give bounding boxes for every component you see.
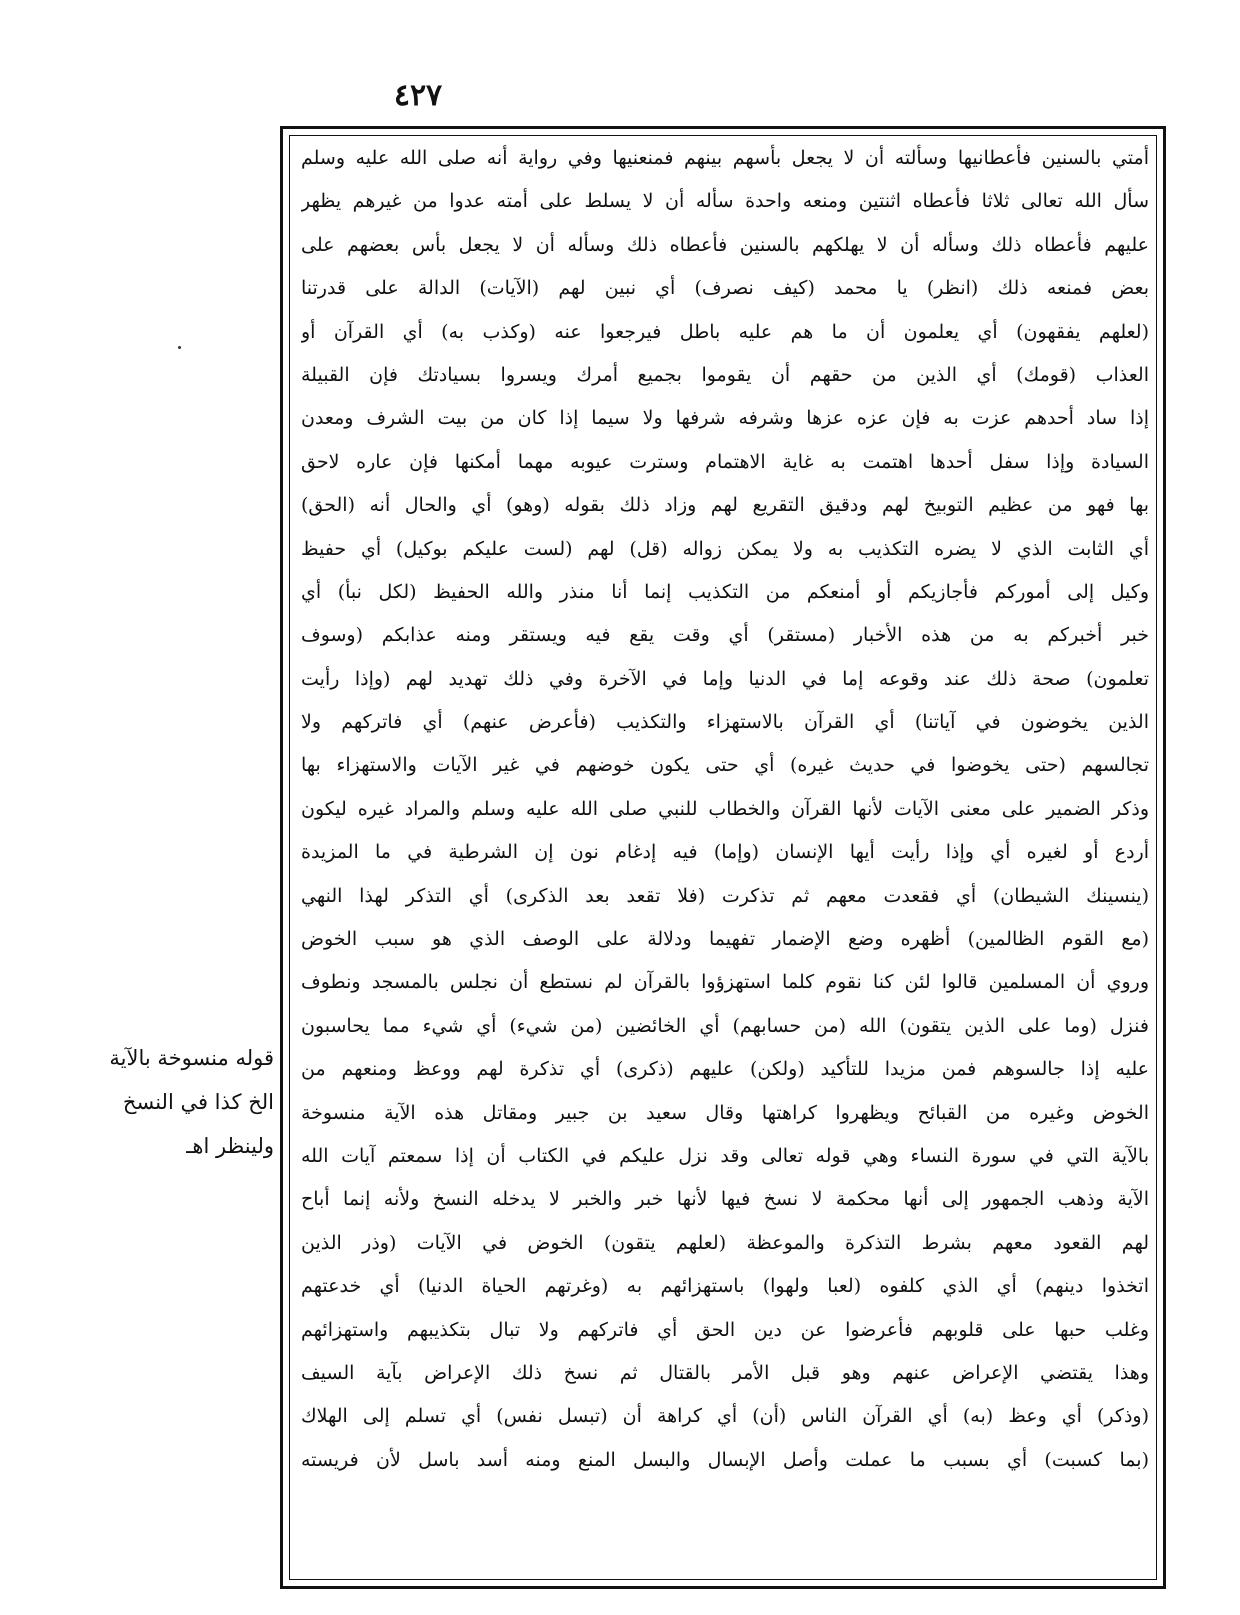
text-line (301, 1482, 1149, 1525)
text-line: وروي أن المسلمين قالوا لئن كنا نقوم كلما استهزؤوا بالقرآن لم نستطع أن نجلس بالمسجد ونطوف (301, 971, 1149, 994)
text-line: تعلمون) صحة ذلك عند وقوعه إما في الدنيا وإما في الآخرة وفي ذلك تهديد لهم (وإذا رأيت (301, 667, 1149, 690)
text-line: الخوض وغيره من القبائح ويظهروا كراهتها وقال سعيد بن جبير ومقاتل هذه الآية منسوخة (301, 1101, 1149, 1124)
text-line: السيادة وإذا سفل أحدها اهتمت به غاية الاهتمام وسترت عيوبه مهما أمكنها فإن عاره لاحق (301, 450, 1149, 473)
margin-dot (178, 346, 181, 349)
text-line: اتخذوا دينهم) أي الذي كلفوه (لعبا ولهوا) باستهزائهم به (وغرتهم الحياة الدنيا) أي خدعتهم (301, 1275, 1149, 1298)
margin-note (104, 1036, 274, 1168)
text-line: العذاب (قومك) أي الذين من حقهم أن يقوموا بجميع أمرك ويسروا بسيادتك فإن القبيلة (301, 363, 1149, 386)
text-line: سأل الله تعالى ثلاثا فأعطاه اثنتين ومنعه واحدة سأله أن لا يسلط على أمته عدوا من غيرهم يظهر (301, 190, 1149, 213)
text-line: فنزل (وما على الذين يتقون) الله (من حسابهم) أي الخائضين (من شيء) أي شيء مما يحاسبون (301, 1014, 1149, 1037)
margin-note-line: الخ كذا في النسخ (122, 1090, 274, 1114)
text-line: وكيل إلى أموركم فأجازيكم أو أمنعكم من التكذيب إنما أنا منذر والله الحفيظ (لكل نبأ) أي (301, 580, 1149, 603)
text-line: (بما كسبت) أي بسبب ما عملت وأصل الإبسال والبسل المنع ومنه أسد باسل لأن فريسته (301, 1448, 1149, 1471)
text-line: الآية وذهب الجمهور إلى أنها محكمة لا نسخ فيها لأنها خبر والخبر لا يدخله النسخ ولأنه إنما أباح (301, 1188, 1149, 1211)
page-number: ٤٢٧ (393, 78, 443, 113)
text-line: عليهم فأعطاه ذلك وسأله أن لا يهلكهم بالسنين فأعطاه ذلك وسأله أن لا يجعل بأس بعضهم على (301, 233, 1149, 256)
page-frame (280, 126, 1166, 1589)
text-line: لهم القعود معهم بشرط التذكرة والموعظة (لعلهم يتقون) الخوض في الآيات (وذر الذين (301, 1231, 1149, 1254)
text-line: تجالسهم (حتى يخوضوا في حديث غيره) أي حتى يكون خوضهم في غير الآيات والاستهزاء بها (301, 754, 1149, 777)
margin-note-line: ولينظر اهـ (186, 1134, 274, 1158)
text-line: إذا ساد أحدهم عزت به فإن عزه عزها وشرفه شرفها ولا سيما إذا كان من بيت الشرف ومعدن (301, 407, 1149, 430)
text-line: الذين يخوضون في آياتنا) أي القرآن بالاستهزاء والتكذيب (فأعرض عنهم) أي فاتركهم ولا (301, 711, 1149, 734)
text-line: وغلب حبها على قلوبهم فأعرضوا عن دين الحق أي فاتركهم ولا تبال بتكذيبهم واستهزائهم (301, 1318, 1149, 1341)
text-line: بالآية التي في سورة النساء وهي قوله تعالى وقد نزل عليكم في الكتاب أن إذا سمعتم آيات الله (301, 1144, 1149, 1167)
text-line: بعض فمنعه ذلك (انظر) يا محمد (كيف نصرف) أي نبين لهم (الآيات) الدالة على قدرتنا (301, 277, 1149, 300)
text-line: أي الثابت الذي لا يضره التكذيب به ولا يمكن زواله (قل) لهم (لست عليكم بوكيل) أي حفيظ (301, 537, 1149, 560)
margin-note-line: قوله منسوخة بالآية (109, 1046, 274, 1070)
text-line: خبر أخبركم به من هذه الأخبار (مستقر) أي وقت يقع فيه ويستقر ومنه عذابكم (وسوف (301, 624, 1149, 647)
text-line: (مع القوم الظالمين) أظهره وضع الإضمار تفهيما ودلالة على الوصف الذي هو سبب الخوض (301, 928, 1149, 951)
text-line: (وذكر) أي وعظ (به) أي القرآن الناس (أن) أي كراهة أن (تبسل نفس) أي تسلم إلى الهلاك (301, 1405, 1149, 1428)
text-line: وذكر الضمير على معنى الآيات لأنها القرآن والخطاب للنبي صلى الله عليه وسلم والمراد غيره ليكون (301, 797, 1149, 820)
text-line: عليه إذا جالسوهم فمن مزيدا للتأكيد (ولكن) عليهم (ذكرى) أي تذكرة لهم ووعظ ومنعهم من (301, 1058, 1149, 1081)
text-line: (لعلهم يفقهون) أي يعلمون أن ما هم عليه باطل فيرجعوا عنه (وكذب به) أي القرآن أو (301, 320, 1149, 343)
text-line: وهذا يقتضي الإعراض عنهم وهو قبل الأمر بالقتال ثم نسخ ذلك الإعراض بآية السيف (301, 1361, 1149, 1384)
text-line: أردع أو لغيره أي وإذا رأيت أيها الإنسان (وإما) فيه إدغام نون إن الشرطية في ما المزيدة (301, 841, 1149, 864)
body-text (301, 137, 1149, 1578)
text-line: (ينسينك الشيطان) أي فقعدت معهم ثم تذكرت (فلا تقعد بعد الذكرى) أي التذكر لهذا النهي (301, 884, 1149, 907)
text-line: بها فهو من عظيم التوبيخ لهم ودقيق التقريع لهم وزاد ذلك بقوله (وهو) أي والحال أنه (الحق) (301, 494, 1149, 517)
text-line: أمتي بالسنين فأعطانيها وسألته أن لا يجعل بأسهم بينهم فمنعنيها وفي رواية أنه صلى الله عليه وسلم (301, 147, 1149, 169)
